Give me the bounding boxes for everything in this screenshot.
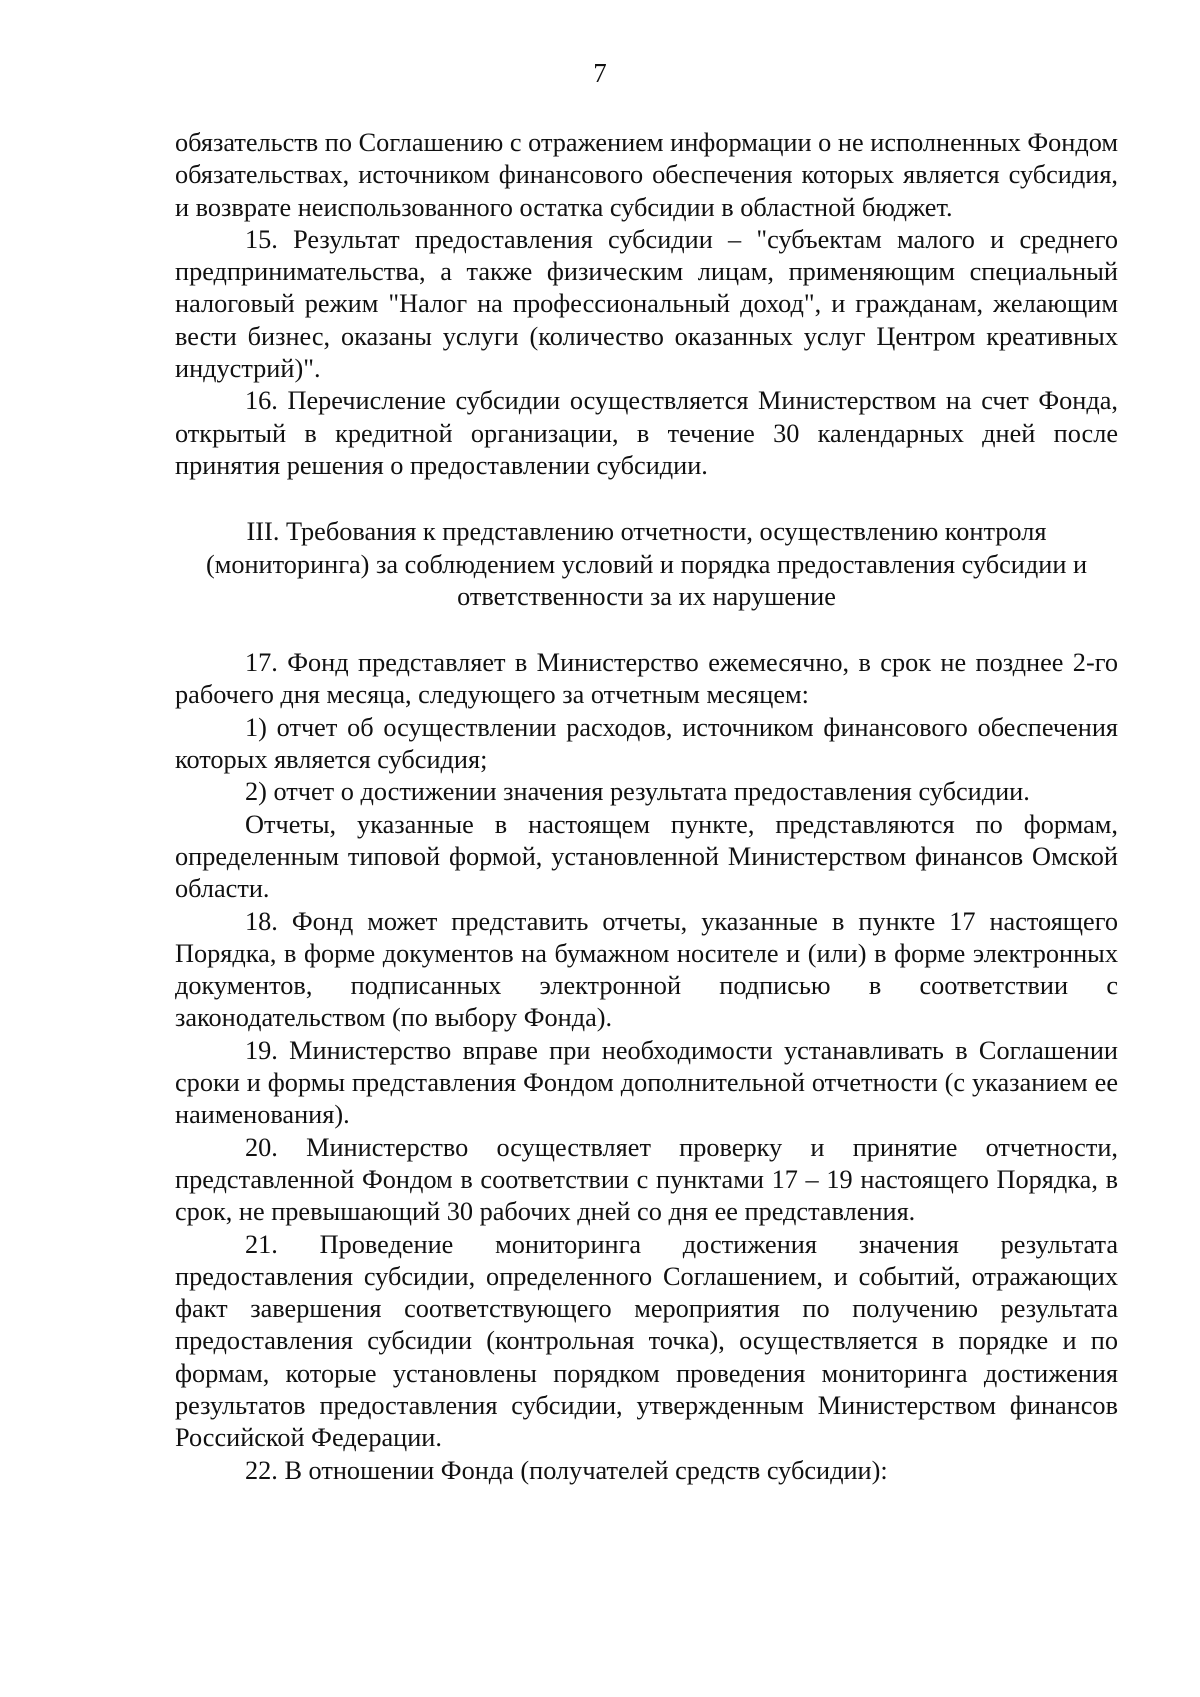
section-heading: III. Требования к представлению отчетности, осуществлению контроля (мониторинга) за соблюдением условий и порядка предоставления субсидии и ответственности за их нарушение xyxy=(205,517,1088,611)
paragraph-item-19: 19. Министерство вправе при необходимости устанавливать в Соглашении сроки и формы представления Фондом дополнительной отчетности (с указанием ее наименования). xyxy=(175,1035,1118,1130)
paragraph-item-22: 22. В отношении Фонда (получателей средств субсидии): xyxy=(245,1455,888,1485)
paragraph-continuation: обязательств по Соглашению с отражением информации о не исполненных Фондом обязательствах, источником финансового обеспечения которых является субсидия, и возврате неиспользованного остатка субсидии в областной бюджет. xyxy=(175,128,1118,222)
paragraph-item-21: 21. Проведение мониторинга достижения значения результата предоставления субсидии, определенного Соглашением, и событий, отражающих факт завершения соответствующего мероприятия по получению результата предоставления субсидии (контрольная точка), осуществляется в порядке и по формам, которые установлены порядком проведения мониторинга достижения результатов предоставления субсидии, утвержденным Министерством финансов Российской Федерации. xyxy=(175,1229,1118,1453)
paragraph-reports-forms: Отчеты, указанные в настоящем пункте, представляются по формам, определенным типовой формой, установленной Министерством финансов Омской области. xyxy=(175,809,1118,904)
page-number: 7 xyxy=(593,58,607,88)
paragraph-item-16: 16. Перечисление субсидии осуществляется Министерством на счет Фонда, открытый в кредитной организации, в течение 30 календарных дней после принятия решения о предоставлении субсидии. xyxy=(175,386,1118,480)
paragraph-subitem-1: 1) отчет об осуществлении расходов, источником финансового обеспечения которых является субсидия; xyxy=(175,712,1118,775)
paragraph-item-17: 17. Фонд представляет в Министерство ежемесячно, в срок не позднее 2-го рабочего дня месяца, следующего за отчетным месяцем: xyxy=(175,648,1118,710)
paragraph-subitem-2: 2) отчет о достижении значения результата предоставления субсидии. xyxy=(245,777,1030,807)
paragraph-item-20: 20. Министерство осуществляет проверку и принятие отчетности, представленной Фондом в соответствии с пунктами 17 – 19 настоящего Порядка, в срок, не превышающий 30 рабочих дней со дня ее представления. xyxy=(175,1132,1118,1227)
document-body xyxy=(175,127,1118,1487)
paragraph-item-18: 18. Фонд может представить отчеты, указанные в пункте 17 настоящего Порядка, в форме документов на бумажном носителе и (или) в форме электронных документов, подписанных электронной подписью в соответствии с законодательством (по выбору Фонда). xyxy=(175,906,1118,1033)
paragraph-item-15: 15. Результат предоставления субсидии – "субъектам малого и среднего предпринимательства, а также физическим лицам, применяющим специальный налоговый режим "Налог на профессиональный доход", и гражданам, желающим вести бизнес, оказаны услуги (количество оказанных услуг Центром креативных индустрий)". xyxy=(175,224,1118,384)
